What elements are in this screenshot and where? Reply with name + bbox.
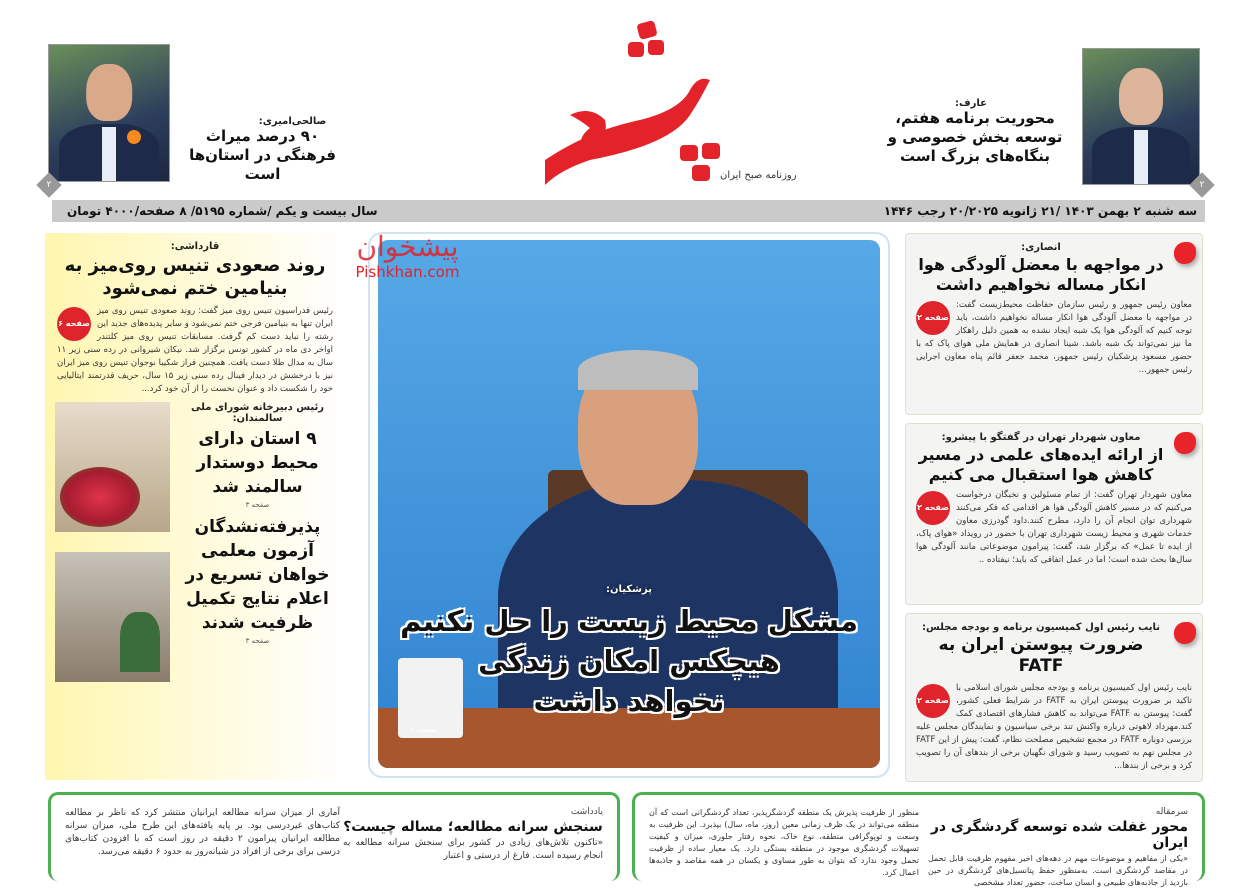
right-story-3[interactable] — [905, 613, 1203, 782]
headline: روند صعودی تنیس روی‌میز به بنیامین ختم نمی‌شود — [64, 255, 326, 299]
headline: پذیرفته‌نشدگان آزمون معلمی خواهان تسریع در اعلام نتایج تکمیل ظرفیت شدند — [185, 517, 330, 633]
body-wrap — [916, 489, 1192, 567]
headline-line: هیچکس امکان زندگی — [478, 644, 780, 678]
main-story[interactable] — [368, 232, 890, 778]
page-ref: صفحه ۳ — [245, 637, 270, 645]
page-ref: صفحه ۲ — [410, 725, 438, 734]
headline: از ارائه ایده‌های علمی در مسیر کاهش هوا استقبال می کنیم — [918, 445, 1164, 484]
kicker: نایب رئیس اول کمیسیون برنامه و بودجه مجلس: — [922, 622, 1160, 633]
left-column — [45, 233, 345, 780]
main-text — [370, 584, 888, 734]
body-text: معاون رئیس جمهور و رئیس سازمان حفاظت محیط‌زیست گفت: در مواجهه با معضل آلودگی هوا انکار مساله نخواهیم داشت، باید توجه کنیم که آلودگی هوا یک شبه ایجاد نشده به همین دلیل راهکار ما نیز نمی‌تواند یک شبه باشد. شینا انصاری در همایش ملی هوای پاک که با حضور مسعود پزشکیان رئیس جمهور، محمد جعفر قائم پناه معاون اجرایی رئیس جمهور... — [916, 300, 1192, 375]
body-text: منظور از ظرفیت پذیرش یک منطقه گردشگرپذیر، تعداد گردشگرانی است که آن منطقه می‌تواند در یک ظرف زمانی معین (روز، ماه، سال) بپذیرد. این ظرفیت به وسعت و توپوگرافی منطقه، نوع خاک، نحوه رفتار جلوری، میزان و کیفیت تسهیلات گردشگری موجود در منطقه بستگی دارد. یک معیار ساده از ظرفیت تحمل وجود ندارد که بتوان به طور مساوی و یکسان در همه مقاصد و جاذبه‌ها اعمال کرد. — [649, 808, 919, 877]
red-dot-icon — [1174, 622, 1196, 644]
left-lower — [45, 402, 345, 682]
headline-line: مشکل محیط زیست را حل نکنیم — [400, 604, 858, 638]
exam-photo — [55, 552, 170, 682]
headline: محور غفلت شده توسعه گردشگری در ایران — [930, 819, 1188, 851]
page-badge[interactable]: صفحه ۲ — [916, 301, 950, 335]
headline: ضرورت پیوستن ایران به FATF — [938, 635, 1144, 677]
tagline: روزنامه صبح ایران — [720, 170, 797, 181]
headline: ۹ استان دارای محیط دوستدار سالمند شد — [196, 429, 319, 497]
note-box[interactable] — [48, 792, 620, 881]
body-text: رئیس فدراسیون تنیس روی میز گفت: روند صعودی تنیس روی میز ایران تنها به بنیامین فرجی ختم نمی‌شود و سایر پدیده‌های جدید این رشته را نباید دست کم گرفت. مسابقات تنیس روی میز کلتندر اواخر دی ماه در کشور تونس برگزار شد. نیکان شیروانی در رده سنی زیر ۱۱ سال به مدال طلا دست یافت. همچنین فراز شکیبا نوجوان تنیس روی میز ایران نیز با درخشش در دیدار فینال رده سنی زیر ۱۵ سال، حریف قدرتمند ایتالیایی خود را شکست داد و عنوان نخست را از آن خود کرد... — [57, 306, 333, 394]
headline: در مواجهه با معضل آلودگی هوا انکار مساله نخواهیم داشت — [918, 255, 1164, 294]
body-text: «تاکنون تلاش‌های زیادی در کشور برای سنجش سرانه مطالعه به انجام رسیده است. فارغ از درستی و اعتبار — [343, 838, 603, 861]
headline: سنجش سرانه مطالعه؛ مساله چیست؟ — [343, 819, 603, 835]
page-ref: صفحه ۳ — [245, 501, 270, 509]
page-number: ۲ — [46, 180, 52, 190]
left-story-1[interactable] — [45, 233, 345, 402]
left-story-3[interactable] — [178, 515, 337, 645]
watermark-url: Pishkhan.com — [355, 263, 460, 281]
right-story-2[interactable] — [905, 423, 1203, 605]
main-headline — [370, 601, 888, 721]
kicker: قارداشی: — [170, 241, 220, 252]
red-dot-icon — [1174, 242, 1196, 264]
kicker: عارف: — [955, 98, 987, 109]
kicker: انصاری: — [1021, 242, 1061, 253]
kicker: رئیس دبیرخانه شورای ملی سالمندان: — [191, 402, 324, 424]
page-badge — [1189, 172, 1214, 197]
body-text: معاون شهردار تهران گفت: از تمام مسئولین و نخبگان درخواست می‌کنیم که در مسیر کاهش آلودگی هوا هر اقدامی که فکر می‌کنند شهرداری توان انجام آن را دارد، مطرح کنند.داود گودرزی معاون خدمات شهری و محیط زیست شهرداری تهران با حضور در رویداد «هوای پاک، از ایده تا عمل» که برگزار شد، گفت: پیرامون موضوعاتی مانند آلودگی هوا سال‌ها بحث شده است؛ اما در عمل اتفاقی که باید؛ نیفتاده .. — [916, 490, 1192, 565]
left-lower-photos — [55, 402, 170, 682]
left-lower-text — [170, 402, 337, 682]
left-story-2[interactable] — [178, 402, 337, 509]
arefs-photo — [1082, 48, 1200, 185]
body-wrap — [916, 299, 1192, 377]
page-badge — [36, 172, 61, 197]
salehi-amiri-photo — [48, 44, 170, 182]
kicker: معاون شهردار تهران در گفتگو با پیشرو: — [941, 432, 1141, 443]
editorial-box[interactable] — [632, 792, 1205, 887]
masthead-right-story[interactable] — [875, 98, 1075, 165]
elderly-photo — [55, 402, 170, 532]
issue-info: سال بیست و یکم /شماره ۵۱۹۵/ ۸ صفحه/۴۰۰۰ تومان — [67, 204, 378, 218]
date: سه شنبه ۲ بهمن ۱۴۰۳ /۲۱ ژانویه ۲۰/۲۰۲۵ رجب ۱۴۴۶ — [883, 204, 1197, 218]
headline: محوریت برنامه هفتم، توسعه بخش خصوصی و بنگاه‌های بزرگ است — [887, 109, 1063, 165]
body-wrap — [916, 682, 1192, 773]
headline-line: نخواهد داشت — [533, 684, 725, 718]
headline: ۹۰ درصد میراث فرهنگی در استان‌ها است — [189, 127, 336, 183]
section-label: سرمقاله — [1155, 807, 1188, 817]
kicker: پزشکیان: — [606, 584, 652, 595]
section-label: یادداشت — [570, 807, 603, 817]
page-badge[interactable]: صفحه ۲ — [916, 684, 950, 718]
watermark-fa: پیشخوان — [356, 230, 459, 263]
body-text: نایب رئیس اول کمیسیون برنامه و بودجه مجلس شورای اسلامی با تاکید بر ضرورت پیوستن ایران به FATF در شرایط فعلی کشور، گفت: پیوستن به FATF می‌تواند به کاهش فشارهای اقتصادی کمک کند.مهرداد لاهوتی درباره واکنش تند برخی سیاسیون و نمایندگان مجلس علیه بررسی دوباره FATF در مجمع تشخیص مصلحت نظام، گفت: پیش از این FATF در مجلس نهم به تصویب رسید و شورای نگهبان برخی از بندهای آن را تصویب کرد و برخی از بندها... — [916, 682, 1192, 771]
page-badge[interactable]: صفحه ۲ — [916, 491, 950, 525]
body-wrap — [57, 305, 333, 396]
watermark — [345, 230, 470, 281]
right-story-1[interactable] — [905, 233, 1203, 415]
kicker: صالحی‌امیری: — [258, 116, 327, 127]
page-badge[interactable]: صفحه ۶ — [57, 307, 91, 341]
body-text: «یکی از مفاهیم و موضوعات مهم در دهه‌های اخیر مفهوم ظرفیت قابل تحمل در مقاصد گردشگری است. به‌منظور حفظ پتانسیل‌های گردشگری در حین بازدید از جاذبه‌های طبیعی و انسان ساخت، حضور تعداد مشخصی — [928, 854, 1188, 887]
logo — [530, 10, 800, 195]
red-dot-icon — [1174, 432, 1196, 454]
body-text: آماری از میزان سرانه مطالعه ایرانیان منتشر کرد که ناظر بر مطالعه کتاب‌های غیردرسی بود. بر پایه یافته‌های این طرح ملی، میزان سرانه مطالعه ایرانیان پیرامون ۲ دقیقه در روز است که با افزودن کتاب‌های درسی برای برخی از افراد در شبانه‌روز به حدود ۶ دقیقه می‌رسد. — [65, 808, 341, 857]
page-number: ۲ — [1199, 180, 1205, 190]
masthead-left-story[interactable] — [175, 116, 350, 183]
date-bar — [52, 200, 1205, 222]
